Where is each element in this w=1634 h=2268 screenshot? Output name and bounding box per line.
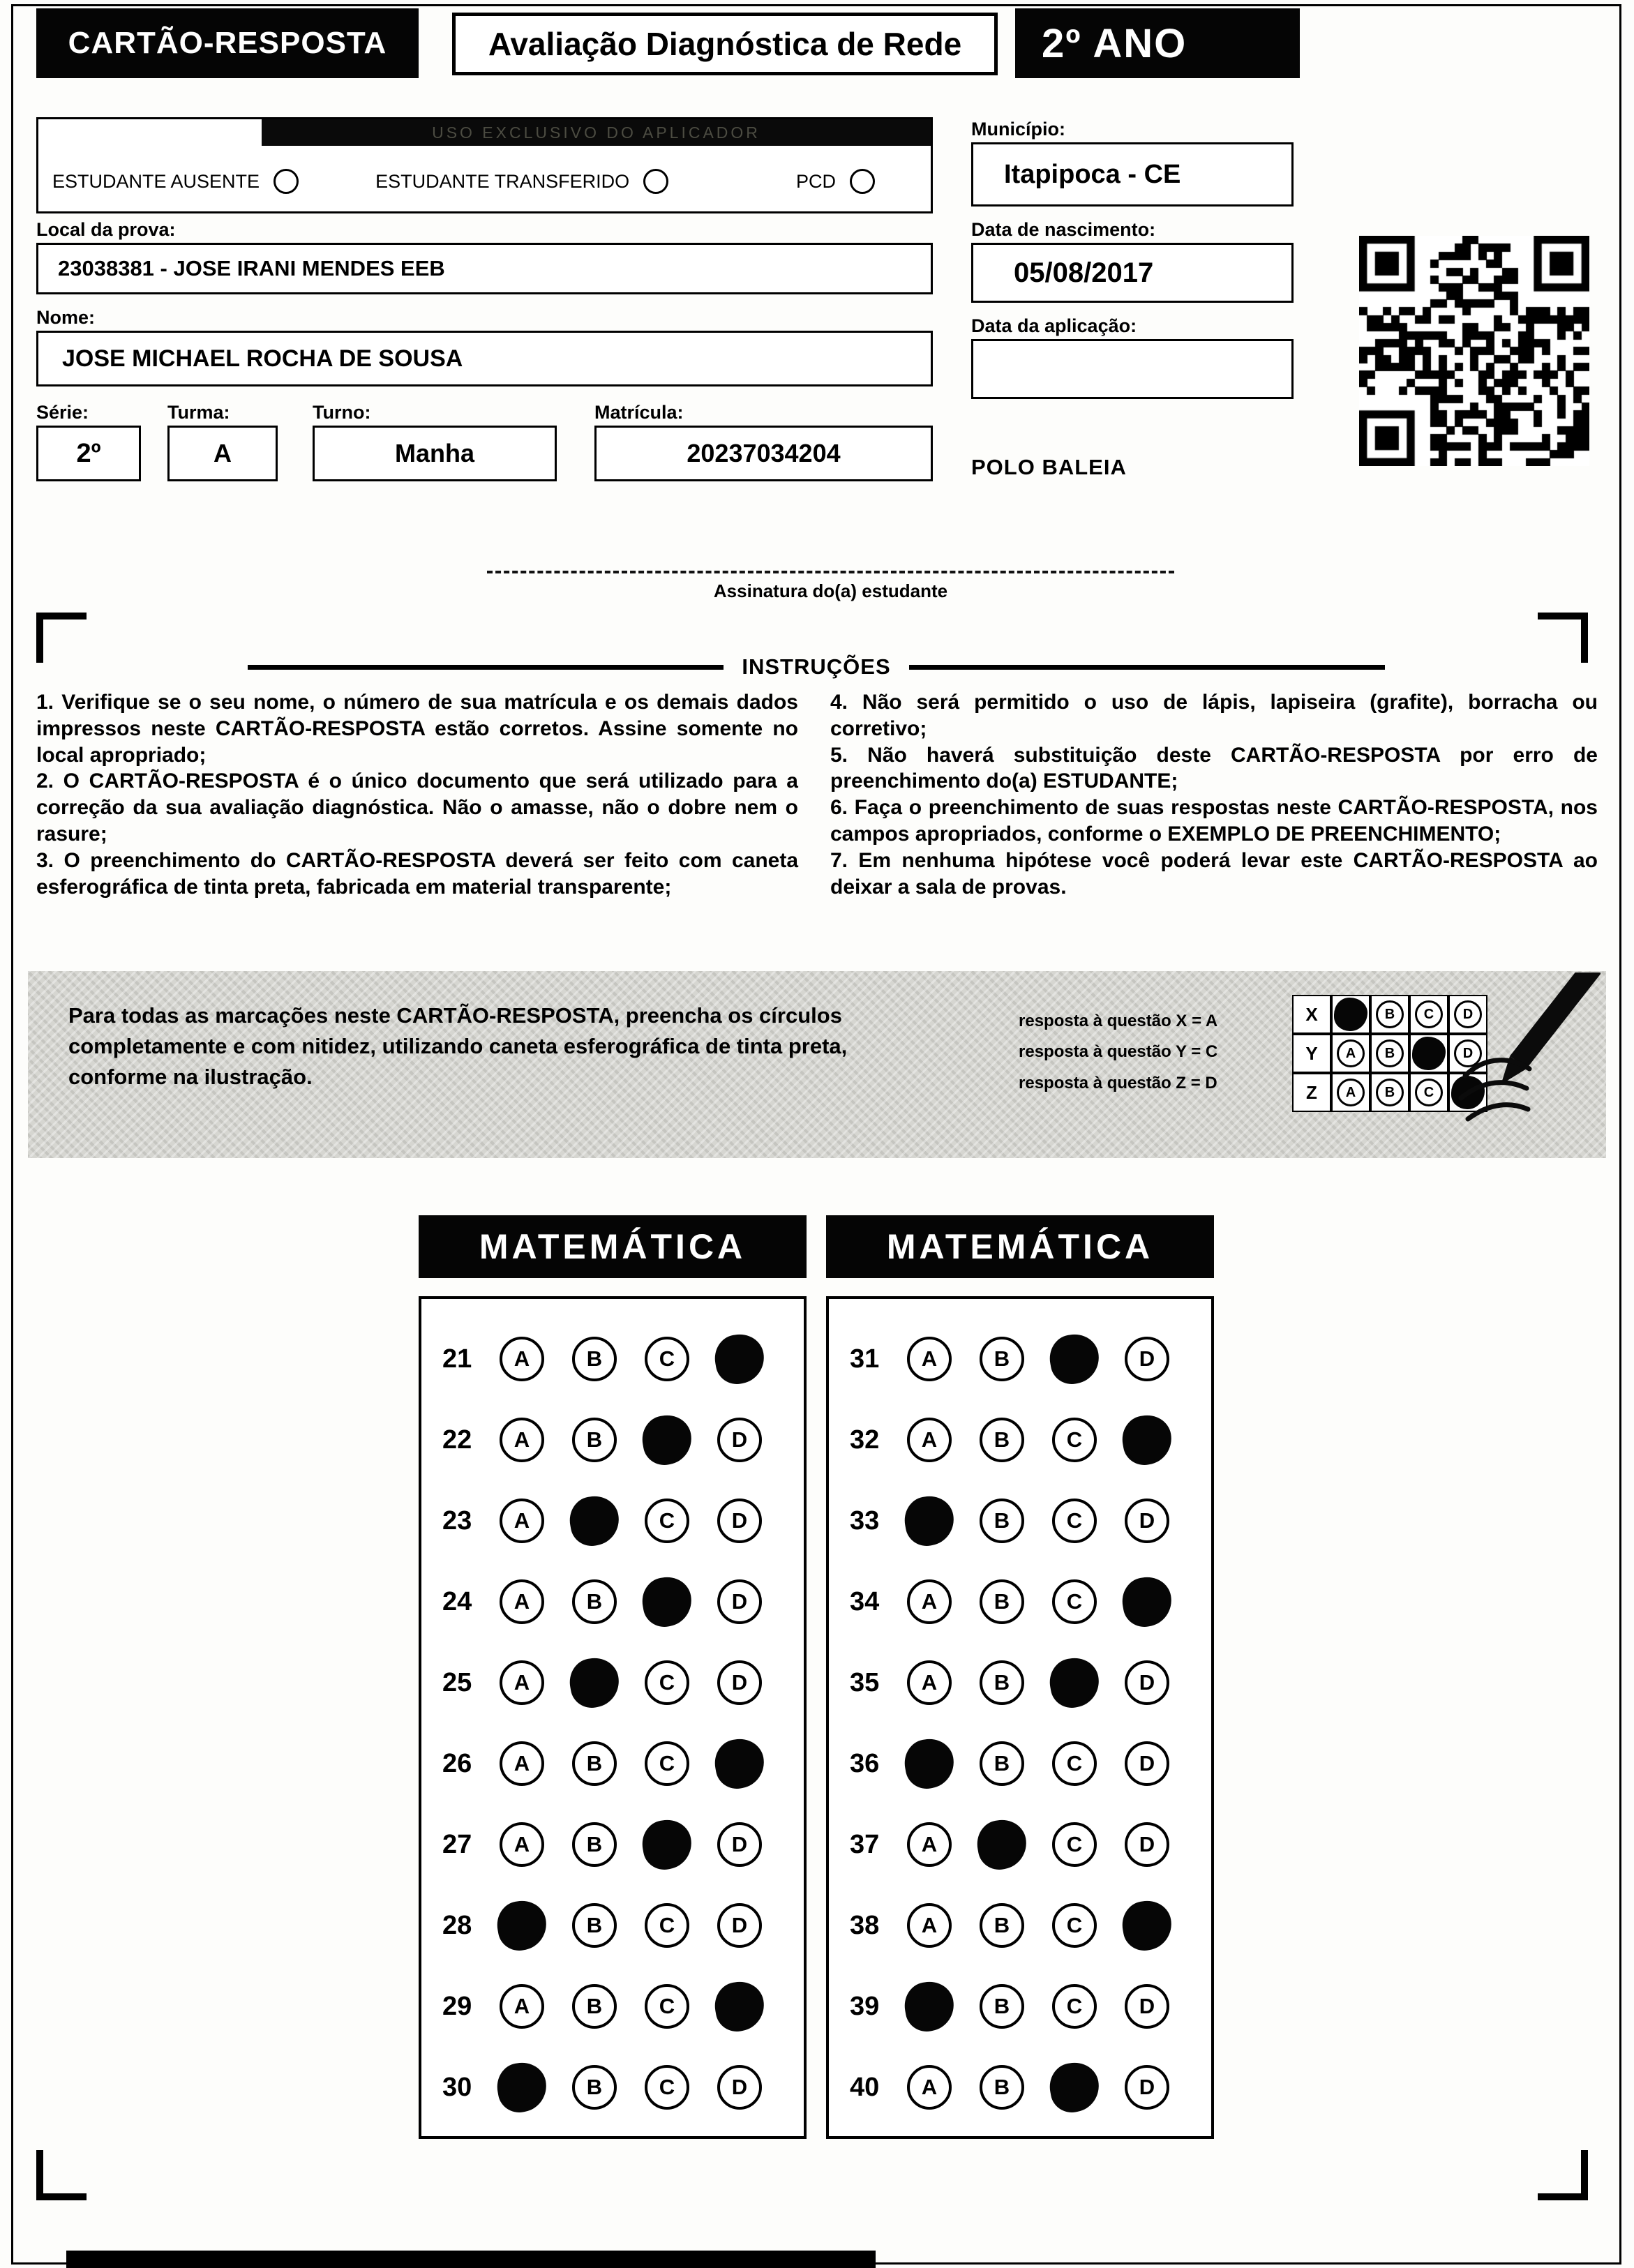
instruction-item-3: 3. O preenchimento do CARTÃO-RESPOSTA deverá ser feito com caneta esferográfica de tinta preta, fabricada em material transparente; [36,848,798,899]
instruction-item-5: 5. Não haverá substituição deste CARTÃO-RESPOSTA por erro de preenchimento do(a) ESTUDANTE; [830,743,1598,793]
answer-bubble-d[interactable]: D [1125,1660,1169,1705]
applicator-box [36,117,933,213]
answer-bubble-c[interactable]: C [1052,1418,1097,1462]
question-number: 26 [442,1748,472,1778]
checkbox-circle-ausente[interactable] [273,169,299,194]
question-row [442,1399,804,1480]
question-number: 31 [850,1344,880,1374]
example-cell [1370,1073,1409,1112]
grade-label: 2º ANO [1015,8,1300,78]
answer-bubble-b[interactable]: B [980,2065,1024,2110]
answer-bubble-a[interactable]: A [907,1903,952,1948]
question-number: 23 [442,1505,472,1535]
example-row-label: Y [1292,1034,1331,1073]
checkbox-label: ESTUDANTE TRANSFERIDO [375,170,630,192]
instructions-title-row [248,654,1385,679]
example-row-label: X [1292,995,1331,1034]
answer-bubble-d-filled[interactable] [1118,1573,1176,1630]
question-row [850,1642,1211,1723]
legend-line-y: resposta à questão Y = C [1019,1042,1218,1062]
checkbox-circle-transferido[interactable] [643,169,668,194]
question-row [850,1723,1211,1804]
answer-bubble-a-filled[interactable] [901,1978,958,2035]
answer-bubble-d[interactable]: D [1125,1337,1169,1381]
answer-bubble-d-filled[interactable] [1118,1411,1176,1469]
question-row [850,1561,1211,1642]
answer-bubble-b[interactable]: B [980,1984,1024,2029]
answer-bubble-d-filled[interactable] [711,1735,768,1792]
question-row [442,1561,804,1642]
answer-bubble-d[interactable]: D [717,1822,762,1867]
answer-bubble-a[interactable]: A [500,1822,544,1867]
answer-bubble-a[interactable]: A [500,1337,544,1381]
example-bubble-a: A [1337,1039,1365,1067]
answer-bubble-d[interactable]: D [717,1660,762,1705]
answer-bubble-b[interactable]: B [572,1903,617,1948]
question-number: 30 [442,2072,472,2102]
answer-bubble-d[interactable]: D [717,1579,762,1624]
card-title: CARTÃO-RESPOSTA [36,8,419,78]
example-bubble-b: B [1376,1000,1404,1028]
answer-bubble-c-filled[interactable] [1046,2059,1103,2116]
legend-line-z: resposta à questão Z = D [1019,1073,1217,1092]
local-prova-label: Local da prova: [36,219,176,240]
answer-bubble-a[interactable]: A [907,1660,952,1705]
example-bubble-d: D [1454,1000,1482,1028]
fill-example-strip [28,971,1606,1158]
checkbox-label: ESTUDANTE AUSENTE [52,170,260,192]
answer-bubble-b[interactable]: B [572,1984,617,2029]
answer-bubble-c-filled[interactable] [638,1816,696,1873]
local-prova-field: 23038381 - JOSE IRANI MENDES EEB [36,243,933,294]
assessment-title: Avaliação Diagnóstica de Rede [452,13,998,75]
answer-bubble-b[interactable]: B [572,1418,617,1462]
bracket-bottom-left [36,2150,87,2200]
answer-bubble-d[interactable]: D [1125,1499,1169,1543]
answer-bubble-b[interactable]: B [572,1579,617,1624]
example-row-label: Z [1292,1073,1331,1112]
example-bubble-c: C [1415,1079,1443,1106]
question-number: 22 [442,1425,472,1455]
fill-example-legend [1019,1006,1291,1099]
answer-bubble-d[interactable]: D [717,2065,762,2110]
answer-bubble-a[interactable]: A [907,2065,952,2110]
data-nascimento-field: 05/08/2017 [971,243,1294,303]
answer-bubble-b[interactable]: B [980,1579,1024,1624]
example-cell [1370,995,1409,1034]
answer-bubble-d[interactable]: D [717,1418,762,1462]
answer-bubble-b[interactable]: B [980,1337,1024,1381]
answer-bubble-b[interactable]: B [572,1741,617,1786]
example-bubble-d: D [1454,1039,1482,1067]
signature-line [487,571,1174,573]
answer-bubble-a-filled[interactable] [901,1735,958,1792]
matricula-label: Matrícula: [594,402,684,423]
checkbox-estudante-transferido [375,169,668,194]
answer-bubble-c[interactable]: C [1052,1903,1097,1948]
answer-bubble-c-filled[interactable] [638,1411,696,1469]
instruction-item-7: 7. Em nenhuma hipótese você poderá levar este CARTÃO-RESPOSTA ao deixar a sala de provas. [830,848,1598,899]
question-number: 36 [850,1748,880,1778]
answer-bubble-c[interactable]: C [1052,1579,1097,1624]
instruction-item-6: 6. Faça o preenchimento de suas respostas neste CARTÃO-RESPOSTA, nos campos apropriados, conforme o EXEMPLO DE PREENCHIMENTO; [830,796,1598,846]
matricula-field: 20237034204 [594,426,933,481]
answer-bubble-b[interactable]: B [980,1418,1024,1462]
instruction-item-1: 1. Verifique se o seu nome, o número de sua matrícula e os demais dados impressos neste CARTÃO-RESPOSTA estão corretos. Assine somente no local apropriado; [36,691,798,767]
answer-bubble-b[interactable]: B [980,1741,1024,1786]
answer-bubble-d[interactable]: D [1125,1984,1169,2029]
answer-bubble-b-filled[interactable] [973,1816,1030,1873]
answer-bubble-a[interactable]: A [500,1660,544,1705]
example-filled-bubble [1334,998,1367,1031]
answer-bubble-c[interactable]: C [645,1903,689,1948]
answer-bubble-a-filled[interactable] [493,1897,550,1954]
example-bubble-c: C [1415,1000,1443,1028]
applicator-checkbox-row [52,151,917,211]
question-number: 32 [850,1425,880,1455]
example-cell [1331,1034,1370,1073]
answer-bubble-a[interactable]: A [500,1579,544,1624]
legend-line-x: resposta à questão X = A [1019,1012,1218,1030]
data-nascimento-label: Data de nascimento: [971,219,1156,240]
instructions-right-column [830,689,1598,900]
signature-label: Assinatura do(a) estudante [713,580,948,601]
question-row [850,1319,1211,1399]
question-number: 21 [442,1344,472,1374]
question-number: 28 [442,1910,472,1940]
bracket-top-right [1538,613,1588,663]
example-bubble-b: B [1376,1079,1404,1106]
question-row [442,1723,804,1804]
instruction-item-2: 2. O CARTÃO-RESPOSTA é o único documento que será utilizado para a correção da sua avaliação diagnóstica. Não o amasse, não o dobre nem o rasure; [36,769,798,846]
question-number: 35 [850,1667,880,1697]
answer-bubble-b[interactable]: B [980,1903,1024,1948]
answers-grid-31-40 [826,1296,1214,2139]
question-row [442,1966,804,2047]
checkbox-estudante-ausente [52,169,299,194]
turma-label: Turma: [167,402,230,423]
example-cell [1370,1034,1409,1073]
nome-label: Nome: [36,307,96,328]
answer-bubble-b[interactable]: B [572,1337,617,1381]
question-row [850,2047,1211,2128]
question-number: 34 [850,1586,880,1616]
answer-bubble-d[interactable]: D [1125,2065,1169,2110]
polo-label: POLO BALEIA [971,455,1127,479]
question-row [850,1804,1211,1885]
serie-field: 2º [36,426,141,481]
question-row [850,1885,1211,1966]
fill-example-text: Para todas as marcações neste CARTÃO-RESPOSTA, preencha os círculos completamente e com nitidez, utilizando caneta esferográfica de tinta preta, conforme na ilustração. [68,1003,848,1090]
municipio-label: Município: [971,119,1065,140]
instruction-item-4: 4. Não será permitido o uso de lápis, lapiseira (grafite), borracha ou corretivo; [830,691,1598,740]
turno-field: Manha [313,426,557,481]
answer-bubble-c-filled[interactable] [638,1573,696,1630]
data-aplicacao-field [971,339,1294,399]
checkbox-circle-pcd[interactable] [850,169,875,194]
answer-bubble-d[interactable]: D [1125,1822,1169,1867]
data-aplicacao-label: Data da aplicação: [971,315,1137,336]
instructions-left-column [36,689,798,900]
question-row [442,1642,804,1723]
question-number: 37 [850,1829,880,1859]
qr-code [1359,236,1589,466]
answer-bubble-b[interactable]: B [980,1660,1024,1705]
answer-bubble-a[interactable]: A [907,1418,952,1462]
answer-bubble-c-filled[interactable] [1046,1330,1103,1388]
applicator-bar: USO EXCLUSIVO DO APLICADOR [262,119,931,146]
answer-bubble-d[interactable]: D [717,1903,762,1948]
question-row [442,1885,804,1966]
answer-bubble-d-filled[interactable] [711,1330,768,1388]
example-bubble-a: A [1337,1079,1365,1106]
answer-bubble-b[interactable]: B [572,2065,617,2110]
answer-bubble-a[interactable]: A [500,1741,544,1786]
answer-bubble-b-filled[interactable] [566,1492,623,1549]
question-number: 29 [442,1991,472,2021]
question-number: 40 [850,2072,880,2102]
answer-bubble-c[interactable]: C [645,1337,689,1381]
answer-bubble-a[interactable]: A [907,1337,952,1381]
answer-bubble-b[interactable]: B [572,1822,617,1867]
serie-label: Série: [36,402,89,423]
answer-bubble-c[interactable]: C [1052,1499,1097,1543]
question-number: 24 [442,1586,472,1616]
answer-bubble-a[interactable]: A [500,1418,544,1462]
bottom-strip [66,2251,876,2268]
question-row [850,1966,1211,2047]
section-header-matematica-2: MATEMÁTICA [826,1215,1214,1278]
question-number: 38 [850,1910,880,1940]
question-number: 25 [442,1667,472,1697]
question-row [850,1399,1211,1480]
answer-bubble-c[interactable]: C [645,1499,689,1543]
checkbox-label: PCD [795,170,836,192]
answer-bubble-a[interactable]: A [907,1579,952,1624]
pen-hand-illustration [1440,972,1601,1147]
question-row [442,1319,804,1399]
turno-label: Turno: [313,402,371,423]
question-row [442,2047,804,2128]
answer-bubble-b[interactable]: B [980,1499,1024,1543]
instructions-title: INSTRUÇÕES [742,654,891,679]
answer-bubble-c[interactable]: C [645,1984,689,2029]
answer-bubble-c[interactable]: C [1052,1741,1097,1786]
answer-bubble-a[interactable]: A [500,1984,544,2029]
bracket-top-left [36,613,87,663]
example-cell [1331,1073,1370,1112]
question-number: 27 [442,1829,472,1859]
answer-bubble-d[interactable]: D [717,1499,762,1543]
example-bubble-b: B [1376,1039,1404,1067]
bracket-bottom-right [1538,2150,1588,2200]
answer-bubble-a[interactable]: A [500,1499,544,1543]
question-row [850,1480,1211,1561]
answer-bubble-a-filled[interactable] [493,2059,550,2116]
answer-bubble-c[interactable]: C [645,2065,689,2110]
answers-grid-21-30 [419,1296,807,2139]
answer-bubble-c[interactable]: C [1052,1822,1097,1867]
answer-bubble-a-filled[interactable] [901,1492,958,1549]
municipio-field: Itapipoca - CE [971,142,1294,206]
answer-bubble-d[interactable]: D [1125,1741,1169,1786]
question-number: 33 [850,1505,880,1535]
nome-field: JOSE MICHAEL ROCHA DE SOUSA [36,331,933,386]
answer-bubble-c[interactable]: C [645,1741,689,1786]
question-number: 39 [850,1991,880,2021]
answer-bubble-a[interactable]: A [907,1822,952,1867]
question-row [442,1804,804,1885]
answer-bubble-c[interactable]: C [645,1660,689,1705]
section-header-matematica-1: MATEMÁTICA [419,1215,807,1278]
answer-bubble-d-filled[interactable] [1118,1897,1176,1954]
checkbox-pcd [796,169,875,194]
answer-bubble-c-filled[interactable] [1046,1654,1103,1711]
example-cell [1331,995,1370,1034]
answer-bubble-b-filled[interactable] [566,1654,623,1711]
turma-field: A [167,426,278,481]
answer-bubble-d-filled[interactable] [711,1978,768,2035]
question-row [442,1480,804,1561]
answer-bubble-c[interactable]: C [1052,1984,1097,2029]
